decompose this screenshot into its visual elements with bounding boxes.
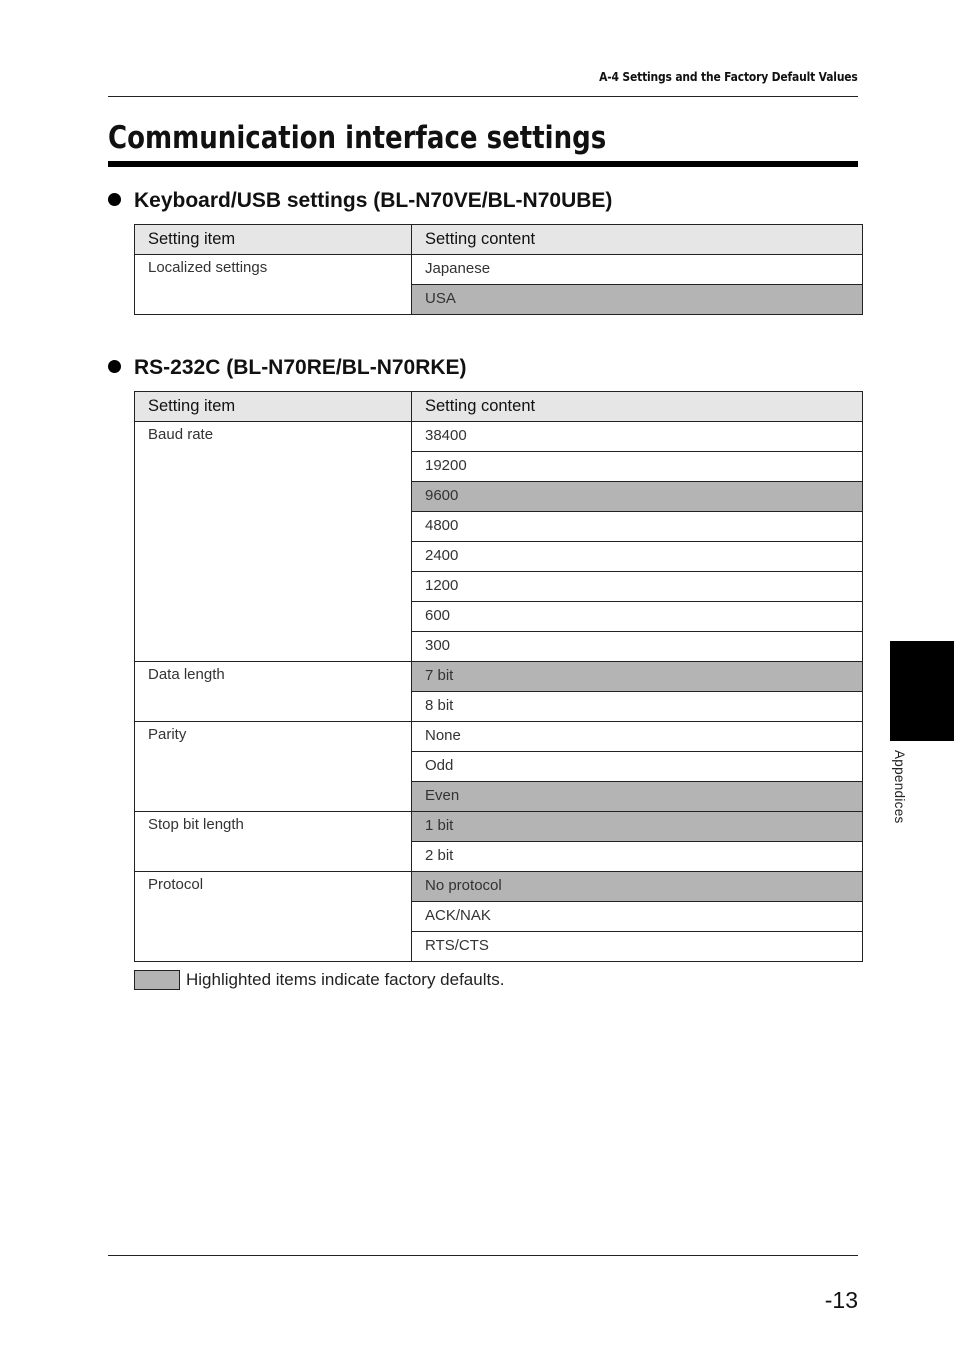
section-heading-keyboard-usb xyxy=(108,188,612,214)
setting-value-cell-default: 7 bit xyxy=(412,662,863,692)
section-heading-text: RS-232C (BL-N70RE/BL-N70RKE) xyxy=(134,356,467,379)
setting-value-cell: 600 xyxy=(412,602,863,632)
setting-value-cell: 38400 xyxy=(412,422,863,452)
setting-value-cell: 2 bit xyxy=(412,842,863,872)
table-row xyxy=(135,662,863,692)
setting-value-cell: None xyxy=(412,722,863,752)
setting-item-cell: Localized settings xyxy=(135,255,412,315)
table-row xyxy=(135,722,863,752)
table-row xyxy=(135,255,863,285)
side-tab-label: Appendices xyxy=(892,750,907,824)
column-header-setting-content: Setting content xyxy=(412,225,863,255)
setting-value-cell: 300 xyxy=(412,632,863,662)
page-title: Communication interface settings xyxy=(108,120,607,156)
setting-item-cell: Parity xyxy=(135,722,412,812)
table-header-row xyxy=(135,225,863,255)
setting-value-cell-default: 1 bit xyxy=(412,812,863,842)
setting-item-cell: Baud rate xyxy=(135,422,412,662)
bullet-icon xyxy=(108,360,121,373)
setting-value-cell: 1200 xyxy=(412,572,863,602)
setting-value-cell-default: 9600 xyxy=(412,482,863,512)
section-heading-text: Keyboard/USB settings (BL-N70VE/BL-N70UBE) xyxy=(134,189,613,212)
table-row xyxy=(135,872,863,902)
legend-swatch xyxy=(134,970,180,990)
keyboard-usb-settings-table xyxy=(134,224,863,315)
setting-value-cell: RTS/CTS xyxy=(412,932,863,962)
setting-value-cell-default: Even xyxy=(412,782,863,812)
column-header-setting-content: Setting content xyxy=(412,392,863,422)
setting-value-cell-default: USA xyxy=(412,285,863,315)
legend xyxy=(134,969,504,990)
legend-text: Highlighted items indicate factory defaults. xyxy=(186,969,505,989)
setting-value-cell-default: No protocol xyxy=(412,872,863,902)
setting-item-cell: Data length xyxy=(135,662,412,722)
rs232c-settings-table xyxy=(134,391,863,962)
running-head: A-4 Settings and the Factory Default Values xyxy=(599,69,858,84)
setting-value-cell: 4800 xyxy=(412,512,863,542)
setting-item-cell: Protocol xyxy=(135,872,412,962)
setting-value-cell: 2400 xyxy=(412,542,863,572)
column-header-setting-item: Setting item xyxy=(135,225,412,255)
footer-rule xyxy=(108,1255,858,1256)
column-header-setting-item: Setting item xyxy=(135,392,412,422)
appendices-tab-marker xyxy=(890,641,954,741)
setting-value-cell: 19200 xyxy=(412,452,863,482)
setting-value-cell: Japanese xyxy=(412,255,863,285)
setting-value-cell: Odd xyxy=(412,752,863,782)
title-rule xyxy=(108,161,858,167)
header-rule xyxy=(108,96,858,97)
setting-item-cell: Stop bit length xyxy=(135,812,412,872)
table-row xyxy=(135,812,863,842)
section-heading-rs232c xyxy=(108,355,467,381)
page-number: -13 xyxy=(824,1287,858,1313)
setting-value-cell: 8 bit xyxy=(412,692,863,722)
table-row xyxy=(135,422,863,452)
setting-value-cell: ACK/NAK xyxy=(412,902,863,932)
table-header-row xyxy=(135,392,863,422)
bullet-icon xyxy=(108,193,121,206)
